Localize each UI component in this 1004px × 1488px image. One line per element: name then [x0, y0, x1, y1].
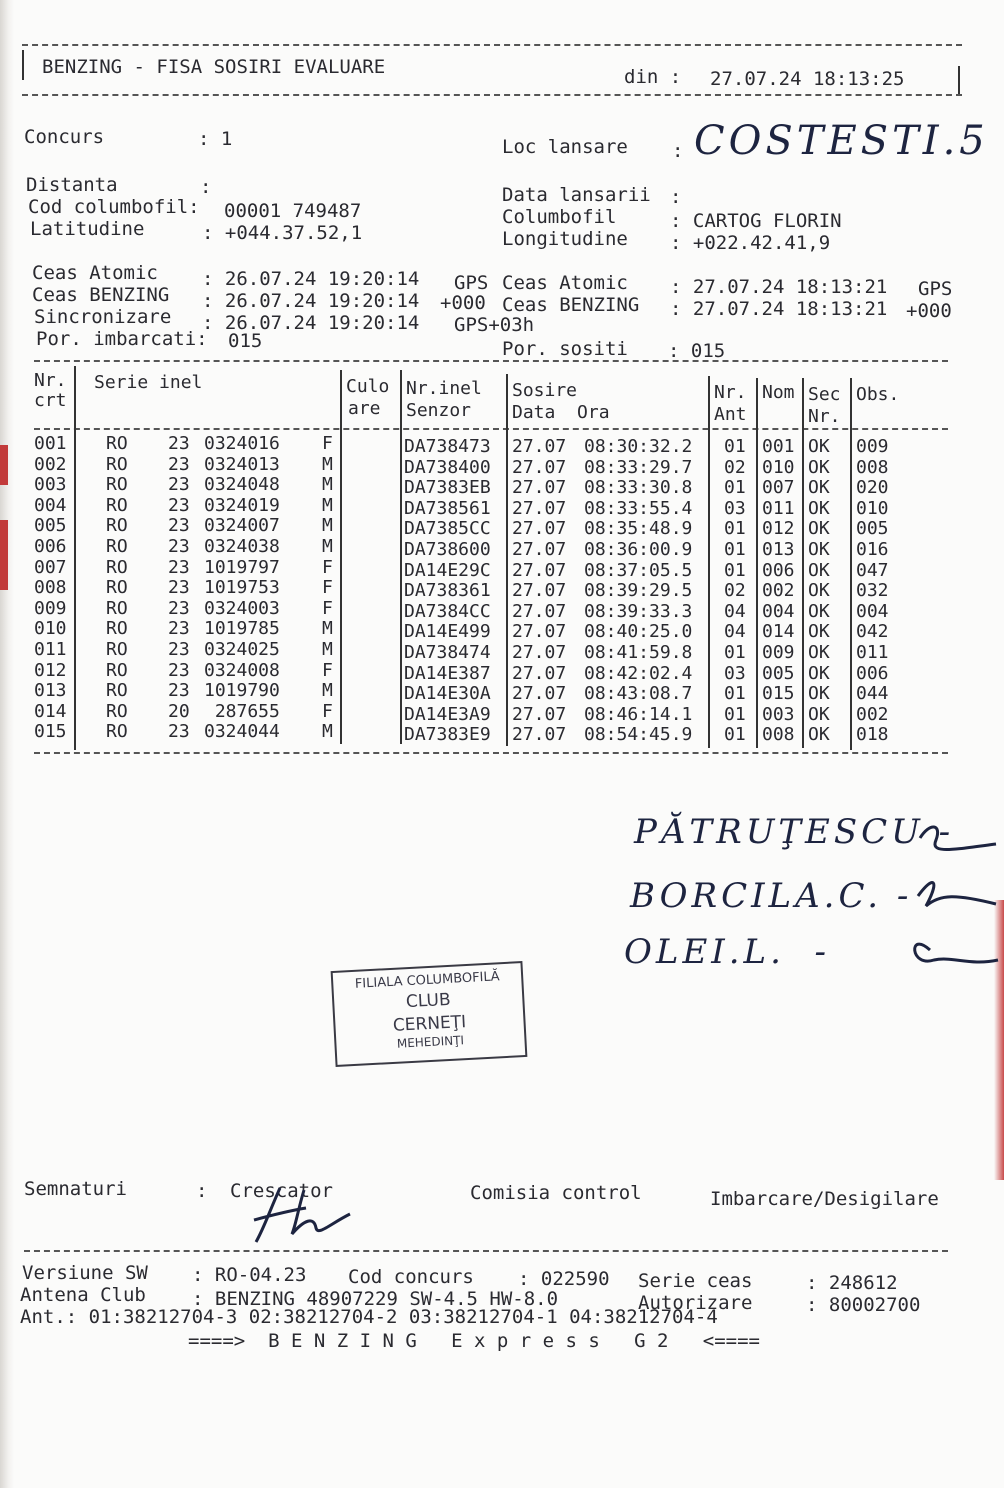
row-date: 27.07 [512, 497, 567, 519]
club-stamp [331, 961, 528, 1067]
row-time: 08:54:45.9 [584, 724, 693, 746]
row-nom: 009 [762, 642, 795, 663]
row-nom: 013 [762, 539, 795, 560]
row-nom: 005 [762, 662, 795, 684]
row-year: 23 [168, 433, 190, 454]
row-nr: 009 [34, 597, 67, 619]
crescator-signature [246, 1180, 356, 1250]
stamp-line-2: CLUB [405, 990, 452, 1013]
sincronizare-label: Sincronizare [34, 306, 172, 328]
date-value: 27.07.24 18:13:25 [710, 68, 905, 90]
ceas-atomic-left-label: Ceas Atomic [32, 262, 158, 284]
row-sex: M [322, 680, 333, 702]
row-ring: 287655 [204, 700, 280, 722]
row-obs: 032 [856, 580, 889, 602]
sositi-label: Por. sositi [502, 338, 628, 360]
row-time: 08:35:48.9 [584, 518, 693, 540]
row-sec: OK [808, 580, 830, 602]
row-year: 23 [168, 618, 190, 640]
row-obs: 005 [856, 518, 889, 540]
row-ant: 01 [724, 559, 746, 581]
row-obs: 006 [856, 662, 889, 684]
row-nr: 004 [34, 494, 67, 516]
row-ant: 02 [724, 580, 746, 602]
antena-value: : BENZING 48907229 SW-4.5 HW-8.0 [192, 1288, 559, 1310]
col-header-sosire: Sosire [512, 380, 578, 401]
row-sec: OK [808, 497, 830, 519]
row-country: RO [106, 474, 128, 496]
row-date: 27.07 [512, 580, 567, 602]
row-obs: 009 [856, 436, 889, 457]
row-nr: 005 [34, 515, 67, 537]
row-time: 08:33:30.8 [584, 477, 693, 499]
row-sensor: DA738400 [404, 456, 491, 478]
row-ring: 0324008 [204, 659, 280, 681]
cod-columbofil-label: Cod columbofil: [28, 196, 200, 218]
stamp-line-4: MEHEDINŢI [396, 1032, 465, 1051]
row-sex: M [322, 494, 333, 516]
row-nr: 002 [34, 453, 67, 475]
row-sensor: DA7383EB [404, 477, 491, 499]
row-ring: 0324007 [204, 515, 280, 537]
table-row [0, 496, 1004, 517]
data-lansarii-value: : [670, 186, 682, 208]
date-label: din : [624, 66, 682, 88]
imbarcati-label: Por. imbarcati: [36, 328, 208, 350]
row-date: 27.07 [512, 600, 567, 622]
ceas-benzing-left-label: Ceas BENZING [32, 284, 170, 306]
col-header-senzor: Senzor [406, 400, 472, 421]
row-year: 23 [168, 515, 190, 537]
row-date: 27.07 [512, 703, 567, 725]
row-date: 27.07 [512, 642, 567, 663]
table-row [0, 558, 1004, 579]
semnaturi-sep: : [196, 1180, 208, 1202]
table-row [0, 721, 1004, 746]
row-obs: 020 [856, 477, 889, 499]
row-sensor: DA7385CC [404, 518, 491, 540]
table-row [0, 455, 1004, 476]
sositi-value: : 015 [668, 340, 726, 362]
row-sensor: DA14E499 [404, 621, 491, 643]
row-sex: M [322, 453, 333, 475]
stamp-line-1: FILIALA COLUMBOFILĂ [354, 969, 500, 992]
cod-concurs-label: Cod concurs [348, 1266, 474, 1288]
table-top-rule [34, 360, 948, 362]
loc-lansare-sep: : [672, 140, 684, 162]
comisia-control-label: Comisia control [470, 1182, 642, 1204]
handwritten-name-3: OLEI.L. - [624, 932, 830, 972]
latitudine-label: Latitudine [30, 218, 145, 240]
row-sensor: DA7384CC [404, 600, 491, 622]
col-header-culoare-2: are [348, 398, 381, 419]
row-ring: 0324013 [204, 453, 280, 475]
row-year: 23 [168, 721, 190, 743]
col-header-nr: Nr. [34, 370, 67, 391]
row-ant: 01 [724, 642, 746, 663]
row-nr: 015 [34, 721, 67, 743]
row-country: RO [106, 721, 128, 743]
ceas-atomic-left-value: : 26.07.24 19:20:14 [202, 268, 420, 290]
row-sec: OK [808, 539, 830, 560]
row-nom: 003 [762, 703, 795, 725]
row-ant: 01 [724, 724, 746, 746]
row-country: RO [106, 433, 128, 454]
row-time: 08:33:29.7 [584, 456, 693, 478]
row-nr: 001 [34, 433, 67, 454]
row-obs: 042 [856, 621, 889, 643]
row-ant: 02 [724, 456, 746, 478]
row-year: 23 [168, 659, 190, 681]
row-sex: M [322, 536, 333, 557]
document-title: BENZING - FISA SOSIRI EVALUARE [42, 56, 386, 78]
row-year: 23 [168, 577, 190, 599]
serie-ceas-value: : 248612 [806, 1272, 898, 1294]
row-sensor: DA738474 [404, 642, 491, 663]
row-sensor: DA738361 [404, 580, 491, 602]
row-sex: M [322, 515, 333, 537]
row-sec: OK [808, 642, 830, 663]
footer-top-rule [24, 1250, 948, 1252]
row-sec: OK [808, 477, 830, 499]
row-ring: 1019797 [204, 556, 280, 578]
header-bottom-rule [22, 94, 962, 96]
col-header-obs: Obs. [856, 384, 900, 405]
row-nom: 012 [762, 518, 795, 540]
row-sensor: DA738600 [404, 539, 491, 560]
row-time: 08:39:29.5 [584, 580, 693, 602]
row-ring: 0324048 [204, 474, 280, 496]
row-ant: 01 [724, 477, 746, 499]
row-country: RO [106, 680, 128, 702]
row-date: 27.07 [512, 621, 567, 643]
table-header-rule [34, 428, 948, 430]
row-ring: 1019753 [204, 577, 280, 599]
row-obs: 016 [856, 539, 889, 560]
row-ant: 04 [724, 600, 746, 622]
stamp-line-3: CERNEŢI [392, 1012, 467, 1036]
antena-label: Antena Club [20, 1284, 146, 1306]
row-ant: 01 [724, 436, 746, 457]
row-sex: F [322, 577, 333, 599]
sincronizare-suffix: GPS+03h [454, 314, 535, 336]
row-ring: 1019785 [204, 618, 280, 640]
row-sec: OK [808, 683, 830, 705]
row-nr: 007 [34, 556, 67, 578]
row-sec: OK [808, 703, 830, 725]
row-ant: 04 [724, 621, 746, 643]
row-nom: 004 [762, 600, 795, 622]
table-row [0, 577, 1004, 602]
row-country: RO [106, 639, 128, 660]
row-country: RO [106, 536, 128, 557]
row-nr: 003 [34, 474, 67, 496]
row-ant: 01 [724, 539, 746, 560]
row-date: 27.07 [512, 436, 567, 457]
row-nr: 013 [34, 680, 67, 702]
row-sec: OK [808, 456, 830, 478]
row-year: 23 [168, 597, 190, 619]
ceas-benzing-right-suffix: +000 [906, 300, 952, 322]
row-obs: 044 [856, 683, 889, 705]
row-obs: 018 [856, 724, 889, 746]
ceas-atomic-right-label: Ceas Atomic [502, 272, 628, 294]
serie-ceas-label: Serie ceas [638, 1270, 753, 1292]
row-ring: 1019790 [204, 680, 280, 702]
row-sensor: DA14E387 [404, 662, 491, 684]
table-row [0, 640, 1004, 661]
row-date: 27.07 [512, 518, 567, 540]
row-obs: 002 [856, 703, 889, 725]
row-nom: 011 [762, 497, 795, 519]
cod-columbofil-value: 00001 749487 [224, 200, 362, 222]
row-time: 08:41:59.8 [584, 642, 693, 663]
row-sec: OK [808, 662, 830, 684]
row-year: 23 [168, 680, 190, 702]
row-year: 20 [168, 700, 190, 722]
row-nom: 010 [762, 456, 795, 478]
row-year: 23 [168, 474, 190, 496]
col-header-nr-ant: Nr. [714, 382, 747, 403]
row-ant: 01 [724, 683, 746, 705]
col-header-culoare-1: Culo [346, 376, 390, 397]
crescator-label: Crescator [230, 1180, 333, 1202]
semnaturi-label: Semnaturi [24, 1178, 127, 1200]
row-sensor: DA7383E9 [404, 724, 491, 746]
row-sex: F [322, 700, 333, 722]
row-obs: 004 [856, 600, 889, 622]
row-country: RO [106, 618, 128, 640]
row-nom: 007 [762, 477, 795, 499]
table-row [0, 702, 1004, 723]
row-obs: 047 [856, 559, 889, 581]
row-ant: 03 [724, 497, 746, 519]
row-sex: M [322, 721, 333, 743]
row-year: 23 [168, 556, 190, 578]
antenna-codes: Ant.: 01:38212704-3 02:38212704-2 03:38212704-1 04:38212704-4 [20, 1306, 718, 1328]
loc-lansare-label: Loc lansare [502, 136, 628, 158]
row-date: 27.07 [512, 683, 567, 705]
row-year: 23 [168, 453, 190, 475]
signature-stroke [254, 1188, 350, 1242]
row-nom: 001 [762, 436, 795, 457]
row-nr: 011 [34, 639, 67, 660]
row-nr: 014 [34, 700, 67, 722]
col-header-ant: Ant [714, 404, 747, 425]
row-time: 08:42:02.4 [584, 662, 693, 684]
ceas-atomic-left-suffix: GPS [454, 272, 489, 294]
row-country: RO [106, 494, 128, 516]
row-date: 27.07 [512, 662, 567, 684]
loc-lansare-handwritten: COSTESTI.5 [694, 118, 989, 164]
handwritten-signatures [900, 810, 1000, 980]
col-header-sec-nr: Nr. [808, 406, 841, 427]
row-country: RO [106, 556, 128, 578]
row-date: 27.07 [512, 477, 567, 499]
row-sex: M [322, 618, 333, 640]
row-time: 08:46:14.1 [584, 703, 693, 725]
row-sec: OK [808, 600, 830, 622]
row-time: 08:43:08.7 [584, 683, 693, 705]
row-sensor: DA14E3A9 [404, 703, 491, 725]
ceas-atomic-right-suffix: GPS [918, 278, 953, 300]
row-sec: OK [808, 518, 830, 540]
columbofil-value: : CARTOG FLORIN [670, 210, 842, 232]
row-nr: 006 [34, 536, 67, 557]
concurs-value: : 1 [198, 128, 233, 150]
signature-stroke [915, 944, 998, 962]
ceas-atomic-right-value: : 27.07.24 18:13:21 [670, 276, 888, 298]
row-time: 08:33:55.4 [584, 497, 693, 519]
row-sensor: DA14E29C [404, 559, 491, 581]
row-country: RO [106, 453, 128, 475]
row-ant: 03 [724, 662, 746, 684]
concurs-label: Concurs [24, 126, 105, 148]
distanta-label: Distanta [26, 174, 118, 196]
row-date: 27.07 [512, 724, 567, 746]
row-ant: 01 [724, 518, 746, 540]
ceas-benzing-right-value: : 27.07.24 18:13:21 [670, 298, 888, 320]
table-row [0, 680, 1004, 705]
table-bottom-rule [34, 752, 948, 754]
sincronizare-value: : 26.07.24 19:20:14 [202, 312, 420, 334]
row-country: RO [106, 577, 128, 599]
table-row [0, 515, 1004, 540]
longitudine-label: Longitudine [502, 228, 628, 250]
row-time: 08:40:25.0 [584, 621, 693, 643]
imbarcati-value: 015 [228, 330, 263, 352]
row-time: 08:39:33.3 [584, 600, 693, 622]
latitudine-value: : +044.37.52,1 [202, 222, 363, 244]
table-row [0, 537, 1004, 558]
row-country: RO [106, 659, 128, 681]
table-row [0, 599, 1004, 620]
imbarcare-label: Imbarcare/Desigilare [710, 1188, 939, 1210]
row-year: 23 [168, 639, 190, 660]
distanta-value: : [200, 176, 212, 198]
row-ring: 0324044 [204, 721, 280, 743]
signature-stroke [920, 827, 996, 850]
row-ring: 0324019 [204, 494, 280, 516]
row-ant: 01 [724, 703, 746, 725]
data-lansarii-label: Data lansarii [502, 184, 651, 206]
row-sex: M [322, 474, 333, 496]
row-nr: 012 [34, 659, 67, 681]
row-time: 08:30:32.2 [584, 436, 693, 457]
row-date: 27.07 [512, 559, 567, 581]
row-nom: 006 [762, 559, 795, 581]
row-sec: OK [808, 559, 830, 581]
table-row [0, 661, 1004, 682]
row-sex: F [322, 597, 333, 619]
columbofil-label: Columbofil [502, 206, 617, 228]
row-sec: OK [808, 436, 830, 457]
row-time: 08:36:00.9 [584, 539, 693, 560]
col-header-crt: crt [34, 390, 67, 411]
paper-edge-left [0, 0, 14, 1488]
header-right-border [958, 66, 960, 94]
row-date: 27.07 [512, 456, 567, 478]
row-country: RO [106, 700, 128, 722]
row-nom: 015 [762, 683, 795, 705]
longitudine-value: : +022.42.41,9 [670, 232, 831, 254]
col-header-data-ora: Data Ora [512, 402, 610, 423]
row-obs: 008 [856, 456, 889, 478]
row-ring: 0324038 [204, 536, 280, 557]
versiune-value: : RO-04.23 [192, 1264, 307, 1286]
row-ring: 0324025 [204, 639, 280, 660]
row-year: 23 [168, 494, 190, 516]
row-sec: OK [808, 724, 830, 746]
handwritten-name-2: BORCILA.C. - [630, 876, 913, 916]
autorizare-value: : 80002700 [806, 1294, 921, 1316]
autorizare-label: Autorizare [638, 1292, 753, 1314]
row-time: 08:37:05.5 [584, 559, 693, 581]
row-nom: 014 [762, 621, 795, 643]
handwritten-name-1: PĂTRUŢESCU - [634, 812, 955, 852]
col-header-nrinel: Nr.inel [406, 378, 482, 399]
header-top-rule [22, 44, 962, 46]
row-sex: F [322, 556, 333, 578]
row-sex: F [322, 433, 333, 454]
ceas-benzing-left-value: : 26.07.24 19:20:14 [202, 290, 420, 312]
row-country: RO [106, 515, 128, 537]
table-row [0, 474, 1004, 499]
row-sex: F [322, 659, 333, 681]
row-nom: 008 [762, 724, 795, 746]
row-sensor: DA738561 [404, 497, 491, 519]
row-year: 23 [168, 536, 190, 557]
versiune-label: Versiune SW [22, 1262, 148, 1284]
row-nom: 002 [762, 580, 795, 602]
col-header-nom: Nom [762, 382, 795, 403]
row-sensor: DA14E30A [404, 683, 491, 705]
col-header-sec: Sec [808, 384, 841, 405]
ceas-benzing-right-label: Ceas BENZING [502, 294, 640, 316]
cod-concurs-value: : 022590 [518, 1268, 610, 1290]
row-obs: 011 [856, 642, 889, 663]
row-obs: 010 [856, 497, 889, 519]
brand-line: ====> B E N Z I N G E x p r e s s G 2 <==== [188, 1330, 760, 1352]
row-sex: M [322, 639, 333, 660]
row-nr: 008 [34, 577, 67, 599]
row-country: RO [106, 597, 128, 619]
table-row [0, 618, 1004, 643]
row-ring: 0324016 [204, 433, 280, 454]
row-date: 27.07 [512, 539, 567, 560]
ceas-benzing-left-suffix: +000 [440, 292, 486, 314]
row-ring: 0324003 [204, 597, 280, 619]
row-sensor: DA738473 [404, 436, 491, 457]
col-header-serie: Serie inel [94, 372, 203, 393]
header-left-border [22, 50, 24, 80]
table-row [0, 434, 1004, 455]
row-nr: 010 [34, 618, 67, 640]
row-sec: OK [808, 621, 830, 643]
signature-stroke [918, 883, 996, 906]
